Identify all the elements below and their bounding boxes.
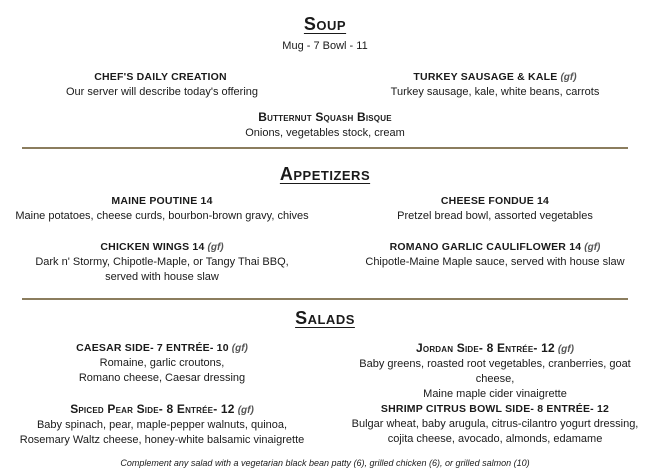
menu-item-shrimp-citrus-bowl xyxy=(350,402,640,447)
item-name: SHRIMP CITRUS BOWL SIDE- 8 ENTRÉE- 12 xyxy=(380,403,610,415)
item-description-line2: Romano cheese, Caesar dressing xyxy=(78,372,246,384)
item-description-line2: Rosemary Waltz cheese, honey-white balsamic vinaigrette xyxy=(19,434,305,446)
menu-item-chefs-daily-creation xyxy=(12,70,312,100)
item-description: Turkey sausage, kale, white beans, carrots xyxy=(390,86,600,98)
menu-item-caesar xyxy=(12,341,312,386)
salads-section-title: Salads xyxy=(295,308,355,328)
item-description: Onions, vegetables stock, cream xyxy=(245,127,405,139)
item-name: ROMANO GARLIC CAULIFLOWER 14 xyxy=(389,241,582,253)
section-divider xyxy=(22,147,628,149)
section-divider xyxy=(22,298,628,300)
menu-item-cheese-fondue xyxy=(350,194,640,224)
item-description: Pretzel bread bowl, assorted vegetables xyxy=(397,210,593,222)
item-description-line2: served with house slaw xyxy=(105,271,219,283)
menu-item-spiced-pear xyxy=(12,402,312,448)
gluten-free-tag: (gf) xyxy=(231,343,248,354)
menu-item-chicken-wings xyxy=(12,240,312,285)
item-name: Spiced Pear Side- 8 Entrée- 12 xyxy=(70,402,235,416)
item-name: CAESAR SIDE- 7 ENTRÉE- 10 xyxy=(76,342,229,354)
item-name: TURKEY SAUSAGE & KALE xyxy=(413,71,558,83)
item-description: Our server will describe today's offering xyxy=(65,86,259,98)
gluten-free-tag: (gf) xyxy=(560,72,577,83)
soup-section-title: Soup xyxy=(303,14,347,34)
soup-prices: Mug - 7 Bowl - 11 xyxy=(282,40,368,52)
gluten-free-tag: (gf) xyxy=(207,242,224,253)
salad-add-on-footnote: Complement any salad with a vegetarian black bean patty (6), grilled chicken (6), or grilled salmon (10) xyxy=(120,458,530,468)
item-description: Romaine, garlic croutons, xyxy=(99,357,225,369)
menu-item-butternut-squash-bisque xyxy=(150,110,500,141)
item-description: Maine potatoes, cheese curds, bourbon-brown gravy, chives xyxy=(15,210,309,222)
gluten-free-tag: (gf) xyxy=(237,405,254,416)
menu-item-maine-poutine xyxy=(12,194,312,224)
gluten-free-tag: (gf) xyxy=(557,344,574,355)
menu-item-romano-garlic-cauliflower xyxy=(350,240,640,270)
item-name: Butternut Squash Bisque xyxy=(258,110,392,124)
item-description-line2: Maine maple cider vinaigrette xyxy=(423,388,567,400)
menu-item-jordan xyxy=(350,341,640,402)
item-name: CHICKEN WINGS 14 xyxy=(100,241,205,253)
item-description: Baby spinach, pear, maple-pepper walnuts, quinoa, xyxy=(36,419,288,431)
item-name: Jordan Side- 8 Entrée- 12 xyxy=(416,341,555,355)
menu-item-turkey-sausage-kale xyxy=(350,70,640,100)
item-name: MAINE POUTINE 14 xyxy=(111,195,213,207)
gluten-free-tag: (gf) xyxy=(584,242,601,253)
item-description-line2: cojita cheese, avocado, almonds, edamame xyxy=(387,433,603,445)
item-description: Chipotle-Maine Maple sauce, served with house slaw xyxy=(365,256,625,268)
item-description: Bulgar wheat, baby arugula, citrus-cilantro yogurt dressing, xyxy=(351,418,639,430)
item-name: CHEESE FONDUE 14 xyxy=(440,195,550,207)
item-description: Dark n' Stormy, Chipotle-Maple, or Tangy Thai BBQ, xyxy=(35,256,289,268)
item-name: CHEF'S DAILY CREATION xyxy=(94,71,227,83)
appetizers-section-title: Appetizers xyxy=(279,164,371,184)
item-description: Baby greens, roasted root vegetables, cranberries, goat cheese, xyxy=(359,358,631,385)
